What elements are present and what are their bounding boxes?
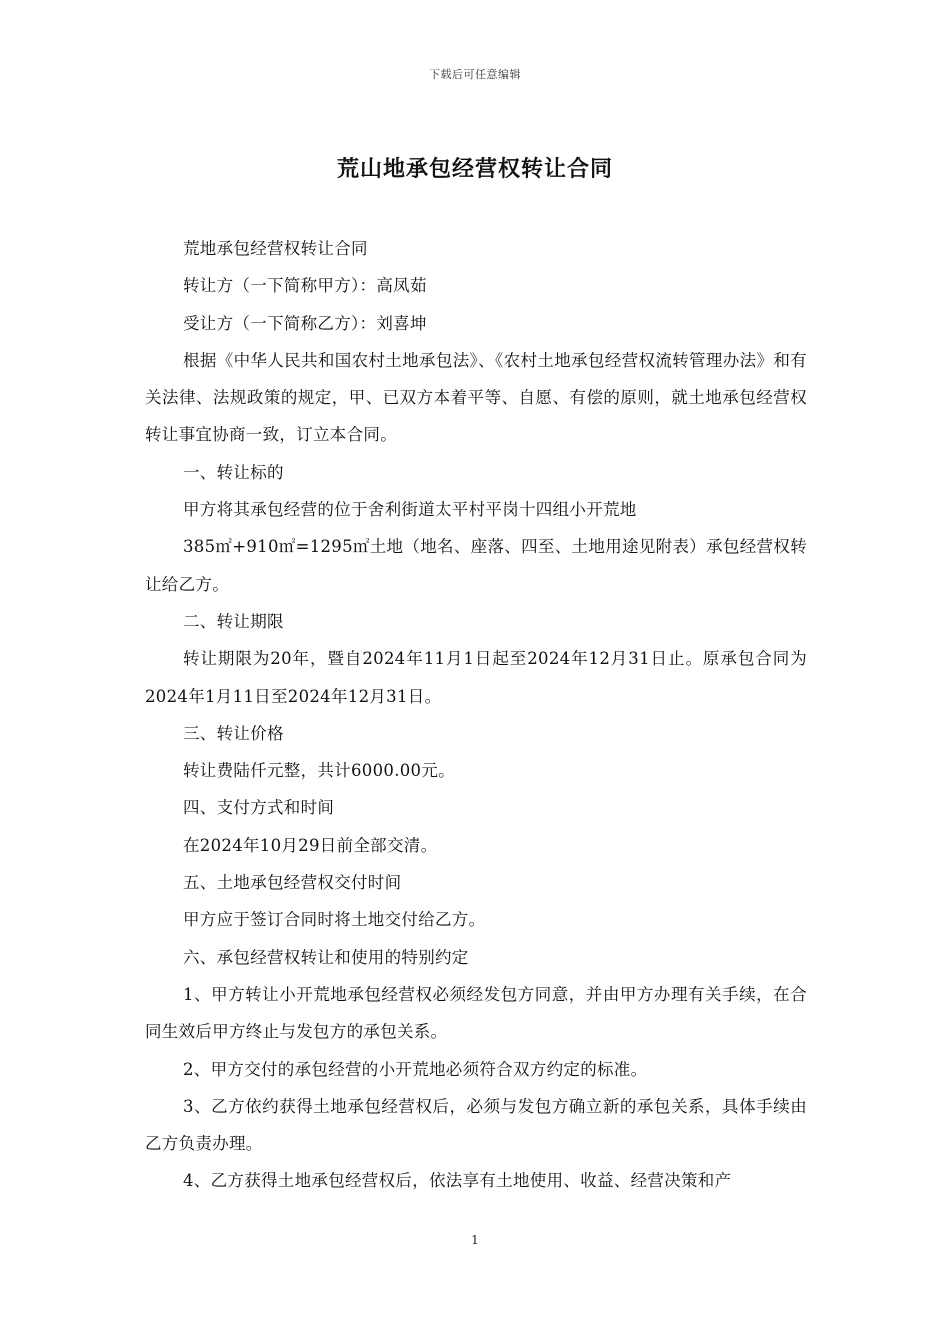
document-title: 荒山地承包经营权转让合同 bbox=[336, 156, 613, 182]
clause-3: 3、乙方依约获得土地承包经营权后，必须与发包方确立新的承包关系，具体手续由乙方负责办理。 bbox=[145, 1096, 807, 1154]
clause-2: 2、甲方交付的承包经营的小开荒地必须符合双方约定的标准。 bbox=[183, 1059, 648, 1079]
section-heading-price: 三、转让价格 bbox=[183, 723, 284, 743]
section-heading-special-terms: 六、承包经营权转让和使用的特别约定 bbox=[183, 947, 469, 967]
page-number: 1 bbox=[471, 1233, 479, 1247]
section-heading-delivery: 五、土地承包经营权交付时间 bbox=[183, 873, 402, 893]
paragraph-subtitle: 荒地承包经营权转让合同 bbox=[183, 239, 368, 258]
clause-1: 1、甲方转让小开荒地承包经营权必须经发包方同意，并由甲方办理有关手续，在合同生效后甲方终止与发包方的承包关系。 bbox=[145, 984, 807, 1042]
paragraph-delivery: 甲方应于签订合同时将土地交付给乙方。 bbox=[183, 910, 486, 930]
section-heading-payment: 四、支付方式和时间 bbox=[183, 798, 335, 818]
paragraph-transferor: 转让方（一下简称甲方）：高凤茹 bbox=[183, 276, 427, 296]
paragraph-term: 转让期限为20年，暨自2024年11月1日起至2024年12月31日止。原承包合同为2024年1月11日至2024年12月31日。 bbox=[145, 649, 807, 706]
section-heading-subject: 一、转让标的 bbox=[183, 462, 284, 482]
paragraph-transferee: 受让方（一下简称乙方）：刘喜坤 bbox=[183, 313, 427, 333]
paragraph-subject-location: 甲方将其承包经营的位于舍利街道太平村平岗十四组小开荒地 bbox=[183, 500, 637, 520]
contract-body bbox=[145, 230, 807, 1200]
header-note: 下载后可任意编辑 bbox=[429, 68, 521, 81]
clause-4: 4、乙方获得土地承包经营权后，依法享有土地使用、收益、经营决策和产 bbox=[183, 1171, 732, 1191]
paragraph-subject-area: 385㎡+910㎡=1295㎡土地（地名、座落、四至、土地用途见附表）承包经营权转让给乙方。 bbox=[145, 537, 807, 594]
section-heading-term: 二、转让期限 bbox=[183, 611, 284, 631]
paragraph-preamble: 根据《中华人民共和国农村土地承包法》、《农村土地承包经营权流转管理办法》和有关法律、法规政策的规定，甲、已双方本着平等、自愿、有偿的原则，就土地承包经营权转让事宜协商一致，订立本合同。 bbox=[145, 350, 807, 445]
paragraph-price: 转让费陆仟元整，共计6000.00元。 bbox=[183, 761, 455, 781]
paragraph-payment: 在2024年10月29日前全部交清。 bbox=[183, 835, 438, 855]
